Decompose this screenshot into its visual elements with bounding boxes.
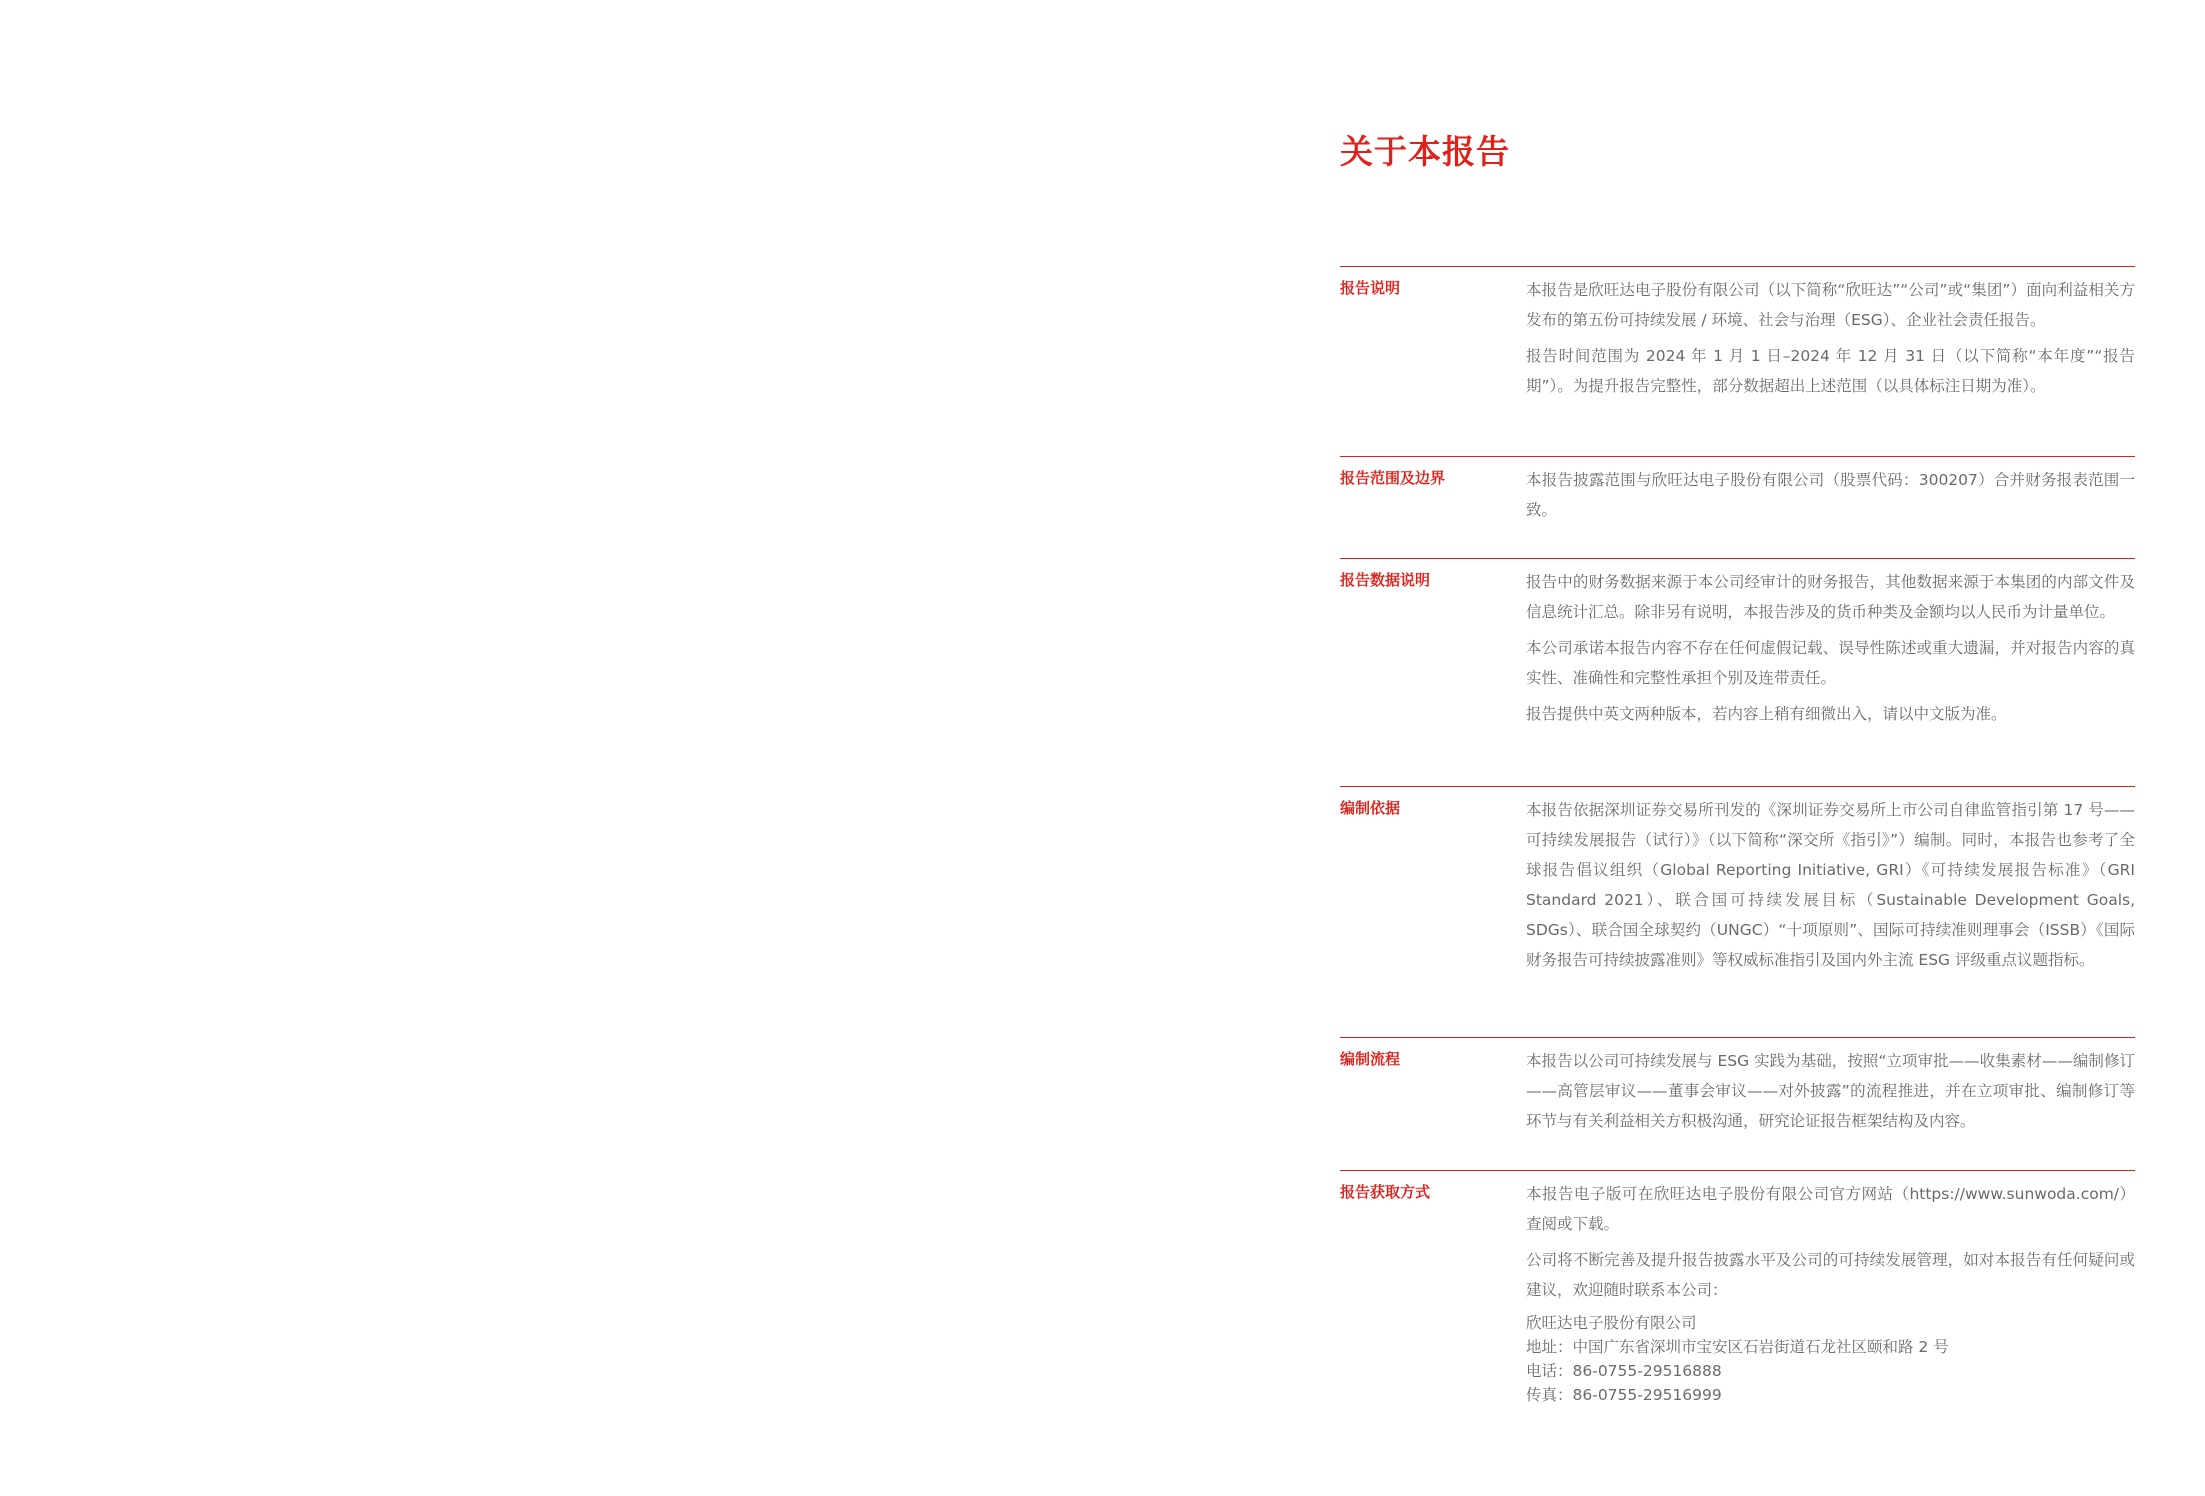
section-compilation-process [1340, 1037, 2135, 1130]
section-report-explanation [1340, 266, 2135, 395]
section-body [1526, 1046, 2135, 1142]
section-label: 编制依据 [1340, 799, 1401, 817]
paragraph: 本报告披露范围与欣旺达电子股份有限公司（股票代码：300207）合并财务报表范围一致。 [1526, 471, 2135, 519]
contact-company: 欣旺达电子股份有限公司 [1526, 1314, 1697, 1332]
section-body [1526, 795, 2135, 981]
contact-info [1526, 1311, 2135, 1407]
section-compilation-basis [1340, 786, 2135, 969]
section-label: 报告获取方式 [1340, 1183, 1431, 1201]
paragraph: 本报告以公司可持续发展与 ESG 实践为基础，按照“立项审批——收集素材——编制修订——高管层审议——董事会审议——对外披露”的流程推进，并在立项审批、编制修订等环节与有关利益相关方积极沟通，研究论证报告框架结构及内容。 [1526, 1052, 2135, 1130]
paragraph: 报告提供中英文两种版本，若内容上稍有细微出入，请以中文版为准。 [1526, 705, 2007, 723]
section-body [1526, 1179, 2135, 1407]
section-label: 报告说明 [1340, 279, 1401, 297]
section-report-scope [1340, 456, 2135, 519]
paragraph: 本报告是欣旺达电子股份有限公司（以下简称“欣旺达”“公司”或“集团”）面向利益相关方发布的第五份可持续发展 / 环境、社会与治理（ESG）、企业社会责任报告。 [1526, 281, 2135, 329]
paragraph: 本公司承诺本报告内容不存在任何虚假记载、误导性陈述或重大遗漏，并对报告内容的真实性、准确性和完整性承担个别及连带责任。 [1526, 639, 2135, 687]
contact-fax: 传真：86-0755-29516999 [1526, 1386, 1722, 1404]
section-body [1526, 567, 2135, 735]
section-label: 报告数据说明 [1340, 571, 1431, 589]
section-report-access [1340, 1170, 2135, 1404]
paragraph: 本报告电子版可在欣旺达电子股份有限公司官方网站（https://www.sunwoda.com/）查阅或下载。 [1526, 1185, 2135, 1233]
page-title: 关于本报告 [1340, 132, 1510, 171]
section-report-data [1340, 558, 2135, 723]
section-body [1526, 275, 2135, 407]
paragraph: 公司将不断完善及提升报告披露水平及公司的可持续发展管理，如对本报告有任何疑问或建议，欢迎随时联系本公司： [1526, 1251, 2135, 1299]
section-label: 报告范围及边界 [1340, 469, 1446, 487]
contact-address: 地址：中国广东省深圳市宝安区石岩街道石龙社区颐和路 2 号 [1526, 1338, 1949, 1356]
about-report-page [1340, 0, 2135, 1496]
paragraph: 本报告依据深圳证券交易所刊发的《深圳证券交易所上市公司自律监管指引第 17 号——可持续发展报告（试行）》（以下简称“深交所《指引》”）编制。同时，本报告也参考了全球报告倡议组织（Global Reporting Initiative, GRI）《可持续发展报告标准》（GRI Standard 2021）、联合国可持续发展目标（Sustainable Development Goals, SDGs）、联合国全球契约（UNGC）“十项原则”、国际可持续准则理事会（ISSB）《国际财务报告可持续披露准则》等权威标准指引及国内外主流 ESG 评级重点议题指标。 [1526, 801, 2135, 969]
paragraph: 报告中的财务数据来源于本公司经审计的财务报告，其他数据来源于本集团的内部文件及信息统计汇总。除非另有说明，本报告涉及的货币种类及金额均以人民币为计量单位。 [1526, 573, 2135, 621]
section-label: 编制流程 [1340, 1050, 1401, 1068]
paragraph: 报告时间范围为 2024 年 1 月 1 日–2024 年 12 月 31 日（以下简称“本年度”“报告期”）。为提升报告完整性，部分数据超出上述范围（以具体标注日期为准）。 [1526, 347, 2135, 395]
contact-phone: 电话：86-0755-29516888 [1526, 1362, 1722, 1380]
section-body [1526, 465, 2135, 531]
